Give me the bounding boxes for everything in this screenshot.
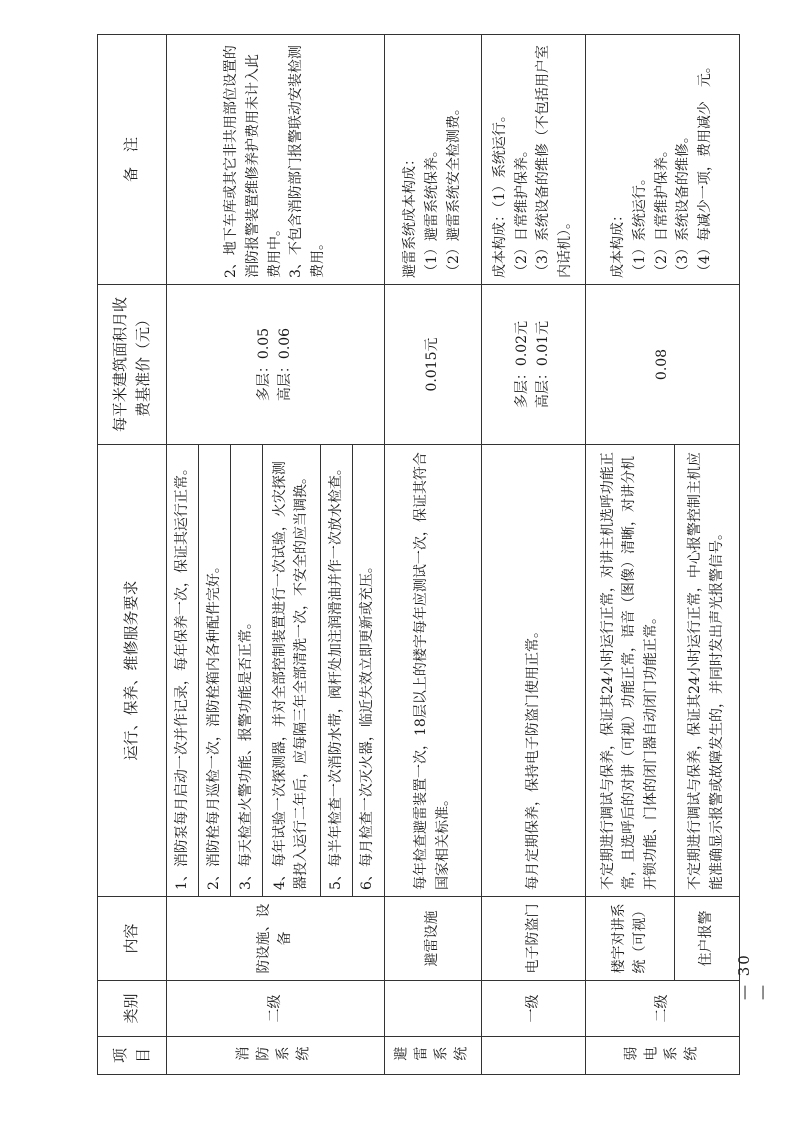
service-standard-table xyxy=(97,34,740,1075)
lightning-note-1: 避雷系统成本构成： xyxy=(402,152,419,278)
fire-project-label: 消防系统 xyxy=(235,1046,316,1063)
fire-requirement-6: 6、每月检查一次灭火器，临近失效立即更新或充压。 xyxy=(352,445,384,897)
door-note-1: 成本构成：（1）系统运行。 xyxy=(492,108,509,278)
weak-note-4: （3）系统设备的维修。 xyxy=(675,129,692,278)
weak-project-cell xyxy=(586,1037,740,1075)
fire-note-2: 2、地下车库或其它非共用部位设置的消防报警装置维修养护费用未计入此费用中。 xyxy=(223,45,283,278)
fire-fee-multi: 多层：0.05 xyxy=(255,327,272,402)
intercom-requirement: 不定期进行调试与保养，保证其24小时运行正常，对讲主机选呼功能正常，且选呼后的对讲（可视）功能正常，语音（图像）清晰，对讲分机开锁功能、门体的闭门器自动闭门功能正常。 xyxy=(586,445,675,897)
weak-category-cell: 二级 xyxy=(586,981,740,1037)
weak-notes-cell xyxy=(586,35,740,285)
door-category-cell: 一级 xyxy=(481,981,585,1037)
rotated-table-sheet xyxy=(97,35,740,1075)
lightning-notes-cell xyxy=(384,35,481,285)
header-fee: 每平米建筑面积月收费基准价（元） xyxy=(98,285,167,445)
weak-fee-cell: 0.08 xyxy=(586,285,740,445)
door-note-3: （3）系统设备的维修（不包括用户室内话机）。 xyxy=(535,45,574,278)
lightning-row xyxy=(384,35,481,1075)
weak-note-3: （2）日常维护保养。 xyxy=(653,143,670,278)
header-content: 内容 xyxy=(98,897,167,981)
fire-row-1 xyxy=(167,35,199,1075)
header-project: 项目 xyxy=(98,1037,167,1075)
fire-note-3: 3、不包含消防部门报警联动安装检测费用。 xyxy=(288,45,326,278)
header-requirements: 运行、保养、维修服务要求 xyxy=(98,445,167,897)
lightning-note-3: （2）避雷系统安全检测费。 xyxy=(445,101,462,278)
fire-project-cell xyxy=(167,1037,385,1075)
lightning-project-cell xyxy=(384,1037,481,1075)
fire-requirement-1: 1、消防泵每月启动一次并作记录，每年保养一次，保证其运行正常。 xyxy=(167,445,199,897)
fire-category-cell: 二级 xyxy=(167,981,385,1037)
door-content-cell: 电子防盗门 xyxy=(481,897,585,981)
door-fee-cell xyxy=(481,285,585,445)
alarm-requirement: 不定期进行调试与保养，保证其24小时运行正常，中心报警控制主机应能准确显示报警或故障发生的，并同时发出声光报警信号。 xyxy=(675,445,740,897)
weak-note-1: 成本构成： xyxy=(610,208,627,278)
door-row xyxy=(481,35,585,1075)
weak-note-2: （1）系统运行。 xyxy=(632,171,649,278)
lightning-fee-cell: 0.015元 xyxy=(384,285,481,445)
weak-row-1 xyxy=(586,35,675,1075)
lightning-content-cell: 避雷设施 xyxy=(384,897,481,981)
header-category: 类别 xyxy=(98,981,167,1037)
lightning-note-2: （1）避雷系统保养。 xyxy=(423,143,440,278)
fire-fee-high: 高层：0.06 xyxy=(277,327,294,402)
fire-requirement-4: 4、每年试验一次探测器，并对全部控制装置进行一次试验，火灾探测器投入运行二年后，应每隔三年全部清洗一次，不安全的应当调换。 xyxy=(262,445,320,897)
intercom-content-cell: 楼宇对讲系统（可视） xyxy=(586,897,675,981)
door-fee-high: 高层：0.01元 xyxy=(535,320,552,409)
lightning-category-cell xyxy=(384,981,481,1037)
door-fee-multi: 多层：0.02元 xyxy=(513,320,530,409)
fire-requirement-2: 2、消防栓每月巡检一次，消防栓箱内各种配件完好。 xyxy=(199,445,231,897)
fire-fee-cell xyxy=(167,285,385,445)
door-note-2: （2）日常维护保养。 xyxy=(513,143,530,278)
page-number: — 30 — xyxy=(735,953,771,1000)
lightning-project-label: 避雷系统 xyxy=(392,1046,473,1063)
weak-note-5: （4）每减少一项，费用减少 元。 xyxy=(697,59,714,278)
alarm-content-cell: 住户报警 xyxy=(675,897,740,981)
fire-requirement-5: 5、每半年检查一次消防水带，阀杆处加注润滑油并作一次放水检查。 xyxy=(320,445,352,897)
weak-project-label: 弱电系统 xyxy=(622,1046,703,1063)
lightning-requirement: 每年检查避雷装置一次，18层以上的楼宇每年应测试一次，保证其符合国家相关标准。 xyxy=(384,445,481,897)
door-notes-cell xyxy=(481,35,585,285)
header-notes: 备 注 xyxy=(98,35,167,285)
header-row xyxy=(98,35,167,1075)
fire-requirement-3: 3、每天检查火警功能、报警功能是否正常。 xyxy=(230,445,262,897)
door-requirement: 每月定期保养，保持电子防盗门使用正常。 xyxy=(481,445,585,897)
door-project-cell xyxy=(481,1037,585,1075)
fire-notes-cell xyxy=(167,35,385,285)
fire-content-cell: 防设施、设备 xyxy=(167,897,385,981)
